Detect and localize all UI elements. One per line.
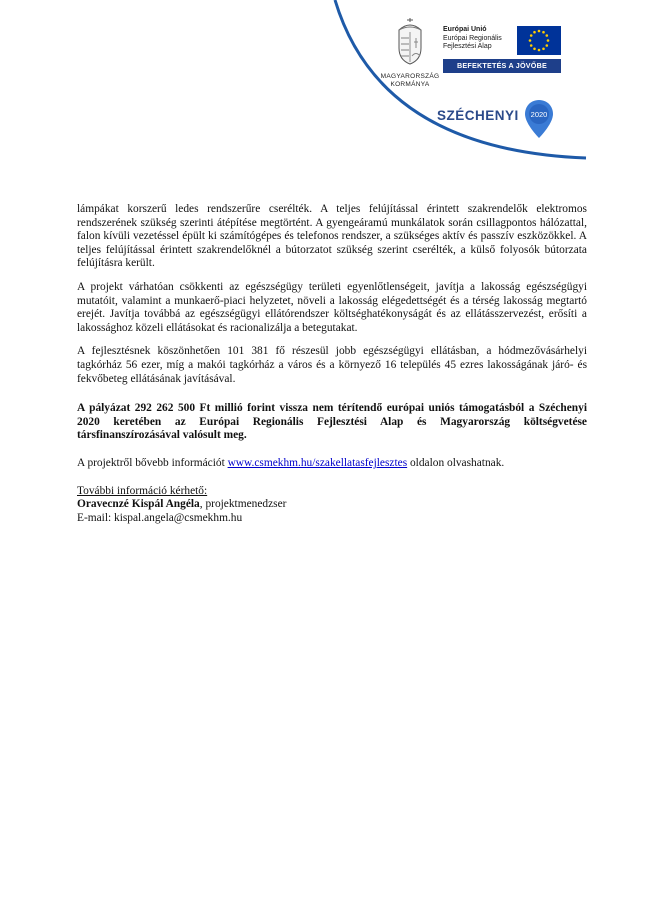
contact-name: Oravecnzé Kispál Angéla	[77, 498, 200, 511]
paragraph-funding: A pályázat 292 262 500 Ft millió forint vissza nem térítendő európai uniós támogatásból a Széchenyi 2020 keretében az Európai Regionális Fejlesztési Alap és Magyarország költségvetése társfinanszírozásával valósult meg.	[77, 402, 587, 442]
paragraph-project-goals: A projekt várhatóan csökkenti az egészségügy területi egyenlőtlenségeit, javítja a lakosság egészségügyi mutatóit, valamint a munkaerő-piaci helyzetet, növeli a lakosság elégedettségét és a térség lakosság megtartó erejét. Javítja továbbá az egészségügyi ellátórendszer költséghatékonyságát és az ellátásszervezést, erősíti a lakossághoz közeli ellátásokat és racionalizálja a betegutakat.	[77, 280, 587, 334]
government-logo	[370, 18, 450, 89]
eu-text	[443, 26, 517, 52]
eu-line1: Európai Unió	[443, 26, 487, 33]
eu-flag-icon	[517, 26, 561, 55]
coat-of-arms-icon	[393, 18, 427, 66]
header-banner	[0, 0, 646, 170]
more-info-text: A projektről bővebb információt	[77, 456, 228, 469]
paragraph-beneficiaries: A fejlesztésnek köszönhetően 101 381 fő részesül jobb egészségügyi ellátásban, a hódmezővásárhelyi tagkórház 56 ezer, míg a makói tagkórház a város és a környező 16 település 45 ezres lakosságának járó- és fekvőbeteg ellátásának javításával.	[77, 345, 587, 385]
contact-heading: További információ kérhető:	[77, 484, 208, 497]
szechenyi-year: 2020	[530, 110, 548, 119]
more-info-suffix: oldalon olvashatnak.	[407, 456, 505, 469]
map-pin-icon	[524, 99, 554, 139]
paragraph-more-info	[77, 457, 587, 471]
gov-name	[370, 73, 450, 89]
gov-name-line1: MAGYARORSZÁG	[380, 73, 440, 80]
contact-role: , projektmenedzser	[199, 498, 287, 511]
contact-email[interactable]: E-mail: kispal.angela@csmekhm.hu	[77, 511, 243, 524]
paragraph-renovation: lámpákat korszerű ledes rendszerűre cserélték. A teljes felújítással érintett szakrendelők elektromos rendszerének szükség szerinti átépítése megtörtént. A gyengeáramú munkálatok során csillagpontos hálózattal, falon kívüli vezetéssel épült ki számítógépes és telefonos rendszer, a szükséges aktív és passzív eszközökkel. A teljes felújítással érintett szakrendelőknél a bútorzatot szükség szerint cserélték, a külső folyosók bútorzata felújításra került.	[77, 203, 587, 270]
eu-slogan-band: BEFEKTETÉS A JÖVŐBE	[443, 59, 561, 73]
szechenyi-wordmark: SZÉCHENYI	[437, 108, 519, 123]
project-website-link[interactable]: www.csmekhm.hu/szakellatasfejlesztes	[227, 456, 408, 469]
contact-block	[77, 485, 587, 526]
eu-line3: Fejlesztési Alap	[443, 43, 492, 51]
gov-name-line2: KORMÁNYA	[390, 81, 430, 88]
eu-line2: Európai Regionális	[443, 34, 502, 42]
document-body	[77, 203, 587, 525]
